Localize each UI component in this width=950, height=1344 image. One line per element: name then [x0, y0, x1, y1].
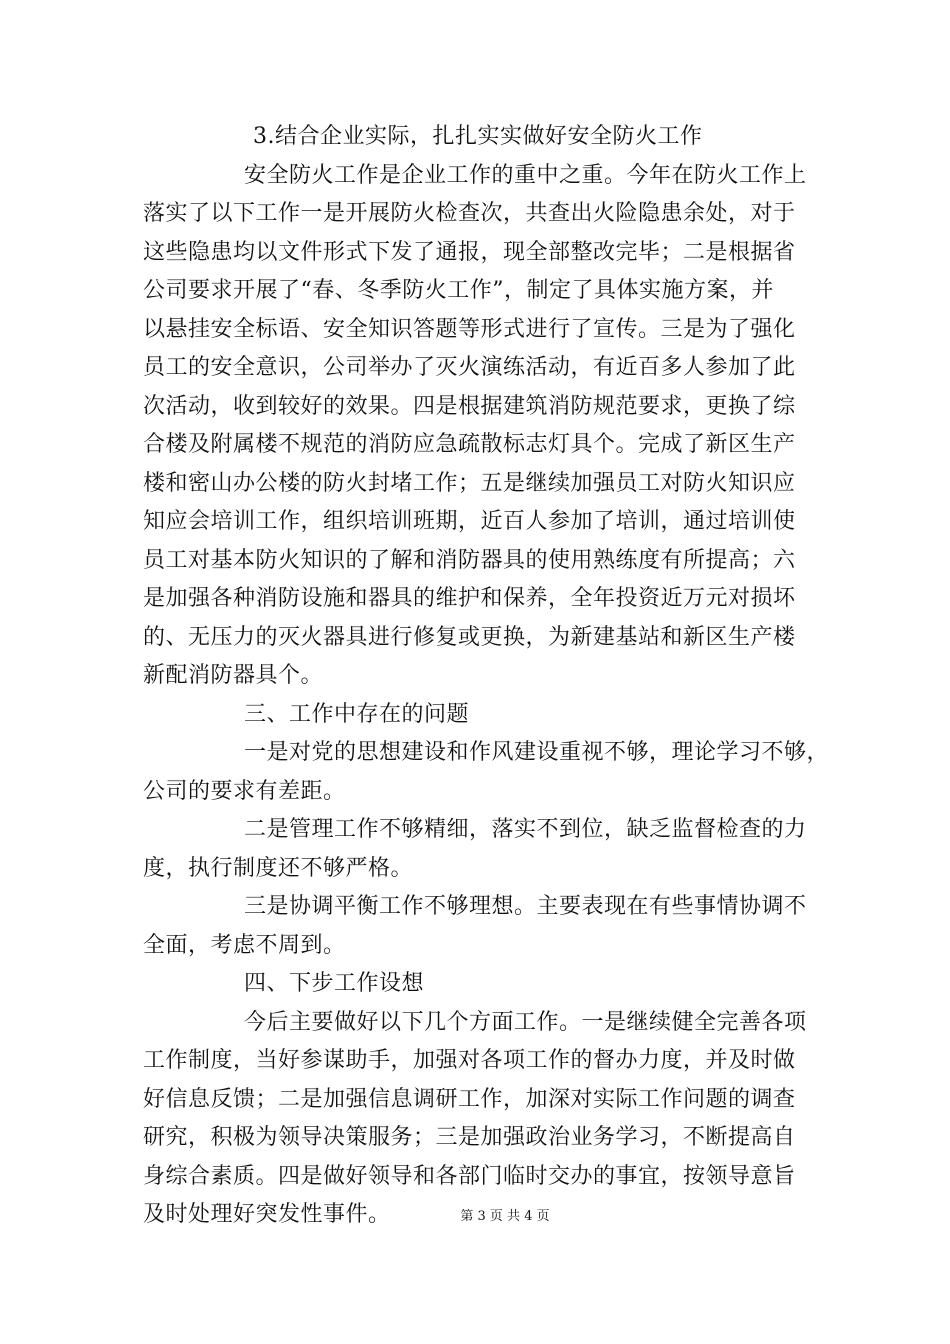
paragraph-line: 及时处理好突发性事件。: [143, 1202, 391, 1227]
paragraph-line: 三是协调平衡工作不够理想。主要表现在有些事情协调不: [244, 894, 807, 919]
paragraph-line: 员工对基本防火知识的了解和消防器具的使用熟练度有所提高；六: [143, 547, 796, 573]
paragraph-line: 这些隐患均以文件形式下发了通报，现全部整改完毕；二是根据省: [143, 239, 796, 265]
paragraph-line: 度，执行制度还不够严格。: [143, 855, 414, 881]
paragraph-line: 二是管理工作不够精细，落实不到位，缺乏监督检查的力: [244, 817, 807, 842]
paragraph-line: 安全防火工作是企业工作的重中之重。今年在防火工作上: [244, 162, 807, 188]
paragraph-line: 公司的要求有差距。: [143, 778, 346, 804]
paragraph-line: 的、无压力的灭火器具进行修复或更换，为新建基站和新区生产楼: [143, 624, 796, 650]
paragraph-line: 是加强各种消防设施和器具的维护和保养，全年投资近万元对损坏: [143, 586, 796, 611]
section-heading-fire-safety: 3.结合企业实际，扎扎实实做好安全防火工作: [253, 124, 703, 149]
paragraph-line: 公司要求开展了“春、冬季防火工作”，制定了具体实施方案，并: [143, 278, 774, 303]
paragraph-line: 身综合素质。四是做好领导和各部门临时交办的事宜，按领导意旨: [143, 1163, 796, 1189]
paragraph-line: 合楼及附属楼不规范的消防应急疏散标志灯具个。完成了新区生产: [143, 432, 796, 457]
page-number-footer: 第 3 页 共 4 页: [460, 1209, 550, 1224]
section-heading-next-steps: 四、下步工作设想: [244, 971, 425, 996]
paragraph-line: 好信息反馈；二是加强信息调研工作，加深对实际工作问题的调查: [143, 1086, 796, 1112]
paragraph-line: 员工的安全意识，公司举办了灭火演练活动，有近百多人参加了此: [143, 355, 796, 380]
paragraph-line: 今后主要做好以下几个方面工作。一是继续健全完善各项: [244, 1009, 807, 1035]
paragraph-line: 以悬挂安全标语、安全知识答题等形式进行了宣传。三是为了强化: [143, 316, 796, 342]
paragraph-line: 新配消防器具个。: [143, 663, 324, 688]
paragraph-line: 全面，考虑不周到。: [143, 932, 346, 958]
paragraph-line: 工作制度，当好参谋助手，加强对各项工作的督办力度，并及时做: [143, 1048, 796, 1073]
paragraph-line: 次活动，收到较好的效果。四是根据建筑消防规范要求，更换了综: [143, 393, 796, 419]
paragraph-line: 研究，积极为领导决策服务；三是加强政治业务学习，不断提高自: [143, 1125, 796, 1150]
section-heading-problems: 三、工作中存在的问题: [244, 701, 470, 727]
paragraph-line: 知应会培训工作，组织培训班期，近百人参加了培训，通过培训使: [143, 509, 796, 534]
document-body: [143, 118, 830, 1235]
paragraph-line: 楼和密山办公楼的防火封堵工作；五是继续加强员工对防火知识应: [143, 470, 796, 496]
paragraph-line: 落实了以下工作一是开展防火检查次，共查出火险隐患余处，对于: [143, 201, 796, 226]
paragraph-line: 一是对党的思想建设和作风建设重视不够，理论学习不够，: [244, 740, 830, 765]
